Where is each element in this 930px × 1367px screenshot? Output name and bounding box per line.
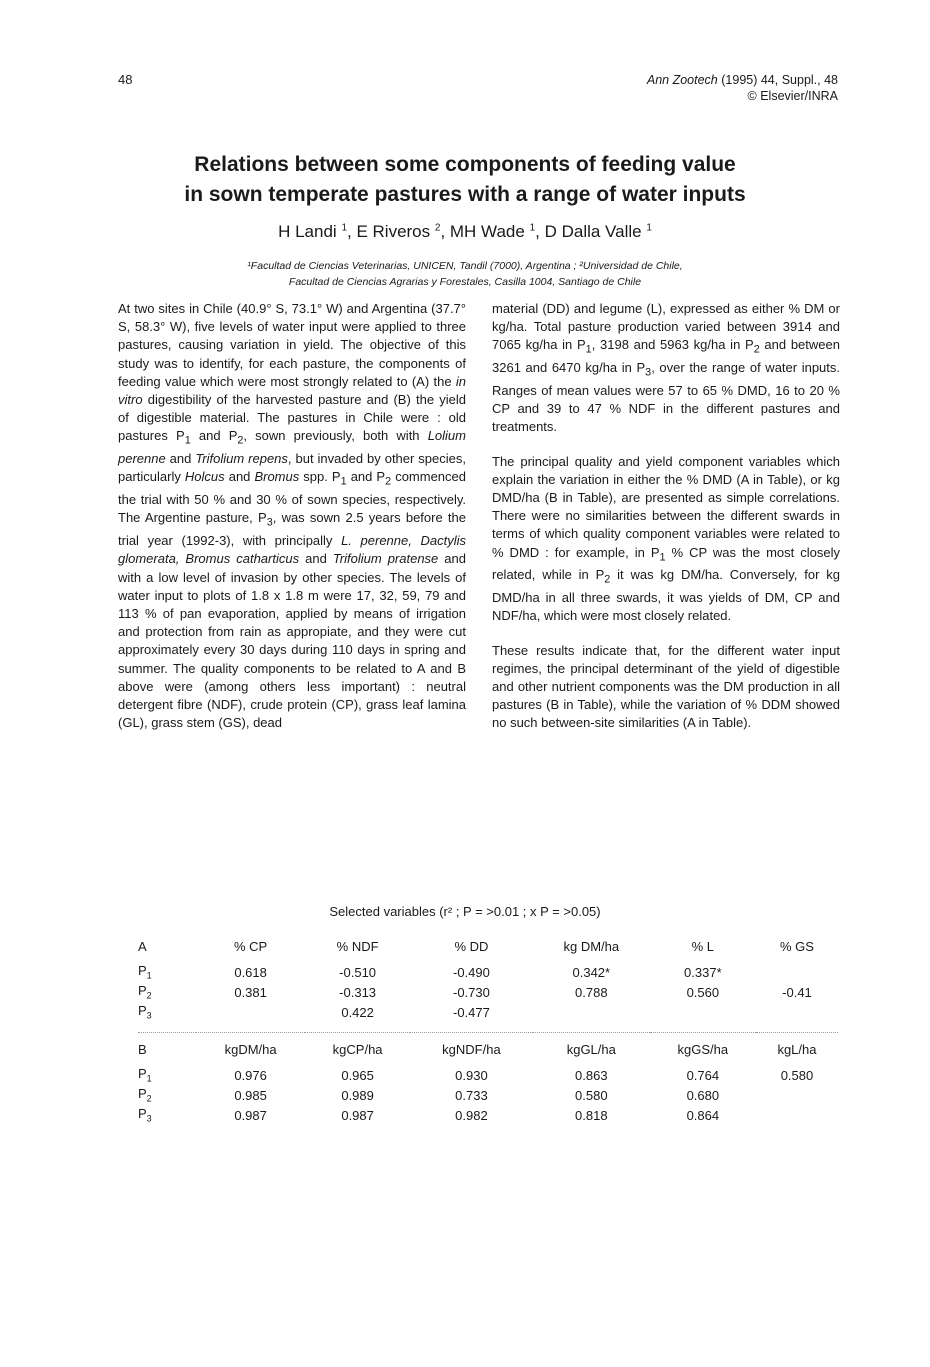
table-cell: -0.730 bbox=[453, 984, 490, 1000]
table-row bbox=[138, 1065, 838, 1085]
table-cell: 0.788 bbox=[575, 984, 608, 1000]
journal-reference bbox=[647, 72, 838, 104]
table-cell: 0.680 bbox=[686, 1087, 720, 1103]
paragraph-4: These results indicate that, for the different water input regimes, the principal determinant of the yield of digestible and other nutrient components was the DM production in all pastures (B in Table), while the variation of % DDM showed no such between-site similarities (A in Table). bbox=[492, 642, 840, 731]
author-affiliation-mark: 1 bbox=[646, 222, 652, 234]
title-line-2: in sown temperate pastures with a range of water inputs bbox=[184, 183, 746, 206]
paragraph-2: material (DD) and legume (L), expressed as either % DM or kg/ha. Total pasture production varied between 3914 and 7065 kg/ha in $P_1$, 3198 and 5963 kg/ha in $P_2$ and between 3261 and 6470 kg/ha in $P_3$, over the range of water inputs. Ranges of mean values were 57 to 65 % DMD, 16 to 20 % CP and 39 to 47 % NDF in the different pastures and treatments. bbox=[492, 301, 841, 435]
table-header-row-a bbox=[138, 930, 838, 962]
table-cell: 0.989 bbox=[341, 1087, 374, 1103]
table-cell: 0.987 bbox=[341, 1107, 374, 1123]
table-cell bbox=[533, 1002, 650, 1022]
affiliations bbox=[100, 258, 830, 290]
column-header: % NDF bbox=[336, 938, 379, 954]
table-cell: -0.477 bbox=[453, 1004, 490, 1020]
paper-title bbox=[100, 150, 830, 210]
results-table bbox=[138, 930, 838, 1125]
table-cell: 0.618 bbox=[234, 964, 267, 980]
table-cell: 0.985 bbox=[234, 1087, 267, 1103]
table-cell: -0.313 bbox=[339, 984, 377, 1000]
paragraph-3: The principal quality and yield component variables which explain the variation in either the % DMD (A in Table), or kg DMD/ha (B in Table), are presented as simple correlations. There were no similarities between the different swards in terms of which quality component variables were related to % DMD : for example, in $P_1$ % CP was the most closely related, while in $P_2$ it was kg DM/ha. Conversely, for kg DMD/ha in all three swards, it was yields of DM, CP and NDF/ha, which were most closely related. bbox=[492, 453, 840, 624]
publisher: © Elsevier/INRA bbox=[747, 89, 838, 103]
author-name: D Dalla Valle bbox=[544, 222, 642, 241]
table-cell bbox=[196, 1002, 305, 1022]
table-cell: 0.733 bbox=[455, 1087, 488, 1103]
table-cell: -0.41 bbox=[782, 984, 812, 1000]
author-name: H Landi bbox=[278, 222, 337, 241]
table-cell: 0.818 bbox=[575, 1107, 608, 1123]
row-label: $P_3$ bbox=[138, 1003, 152, 1021]
row-label: $P_2$ bbox=[138, 983, 152, 1001]
table-cell: 0.560 bbox=[686, 984, 720, 1000]
table-cell bbox=[756, 1105, 838, 1125]
table-cell: 0.381 bbox=[234, 984, 267, 1000]
page-number: 48 bbox=[118, 72, 133, 87]
table-cell bbox=[756, 962, 838, 982]
table-cell: 0.863 bbox=[575, 1067, 608, 1083]
row-label: $P_3$ bbox=[138, 1106, 152, 1124]
table-row bbox=[138, 1085, 838, 1105]
column-header: % GS bbox=[779, 938, 814, 954]
row-label: $P_2$ bbox=[138, 1086, 152, 1104]
column-header: kg DM/ha bbox=[563, 938, 620, 954]
author-affiliation-mark: 1 bbox=[529, 222, 536, 234]
journal-name: Ann Zootech bbox=[646, 73, 718, 87]
table-cell: 0.764 bbox=[686, 1067, 720, 1083]
title-line-1: Relations between some components of feeding value bbox=[194, 153, 736, 176]
table-spacer bbox=[138, 1022, 838, 1033]
column-header: kgGL/ha bbox=[533, 1033, 650, 1066]
table-cell: 0.976 bbox=[234, 1067, 267, 1083]
table-row bbox=[138, 962, 838, 982]
table-cell bbox=[756, 1085, 838, 1105]
author-name: E Riveros bbox=[356, 222, 431, 241]
table-cell bbox=[650, 1002, 756, 1022]
table-header-row-b bbox=[138, 1033, 838, 1066]
column-header: % DD bbox=[454, 938, 489, 954]
column-header: kgL/ha bbox=[756, 1033, 838, 1066]
author-name: MH Wade bbox=[449, 222, 525, 241]
section-label-b: B bbox=[138, 1033, 196, 1066]
right-column bbox=[492, 300, 840, 749]
author-affiliation-mark: 1 bbox=[341, 222, 347, 234]
table-row bbox=[138, 1105, 838, 1125]
table-cell: 0.930 bbox=[455, 1067, 488, 1083]
column-header: kgNDF/ha bbox=[410, 1033, 533, 1066]
row-label: $P_1$ bbox=[138, 1066, 152, 1084]
section-label-a: A bbox=[138, 938, 147, 954]
table-cell: 0.580 bbox=[780, 1067, 814, 1083]
table-cell: -0.510 bbox=[339, 964, 377, 980]
table-cell bbox=[756, 1002, 838, 1022]
paragraph-1: At two sites in Chile (40.9° S, 73.1° W) and Argentina (37.7° S, 58.3° W), five levels of water input were applied to three pastures, causing variation in yield. The objective of this study was to identify, for each pasture, the components of feeding value which were most strongly related to (A) the in vitro digestibility of the harvested pasture and (B) the yield of digestible material. The pastures in Chile were : old pastures $P_1$ and $P_2$, sown previously, both with Lolium perenne and Trifolium repens, but invaded by other species, particularly Holcus and Bromus spp. $P_1$ and $P_2$ commenced the trial with 50 % and 30 % of sown species, respectively. The Argentine pasture, $P_3$, was sown 2.5 years before the trial year (1992-3), with principally L. perenne, Dactylis glomerata, Bromus catharticus and Trifolium pratense and with a low level of invasion by other species. The levels of water input to plots of 1.8 x 1.8 m were 17, 32, 59, 79 and 113 % of pan evaporation, applied by means of irrigation and protection from rain as appropiate, and they were cut approximately every 30 days during 110 days in spring and summer. The quality components to be related to A and B above were (among others less important) : neutral detergent fibre (NDF), crude protein (CP), grass leaf lamina (GL), grass stem (GS), dead bbox=[118, 301, 467, 731]
affiliation-line-2: Facultad de Ciencias Agrarias y Forestales, Casilla 1004, Santiago de Chile bbox=[288, 276, 642, 288]
column-header: % L bbox=[691, 938, 715, 954]
row-label: $P_1$ bbox=[138, 963, 152, 981]
journal-volume: (1995) 44, Suppl., 48 bbox=[721, 73, 838, 87]
column-header: kgCP/ha bbox=[305, 1033, 410, 1066]
table-cell: 0.580 bbox=[575, 1087, 608, 1103]
table-row bbox=[138, 982, 838, 1002]
table-caption: Selected variables (r² ; P = >0.01 ; x P = >0.05) bbox=[329, 904, 601, 919]
author-list: H Landi $^1$, E Riveros $^2$, MH Wade $^1$, D Dalla Valle $^1$ bbox=[278, 222, 652, 241]
author-affiliation-mark: 2 bbox=[434, 222, 441, 234]
table-row bbox=[138, 1002, 838, 1022]
affiliation-line-1: ¹Facultad de Ciencias Veterinarias, UNICEN, Tandil (7000), Argentina ; ²Universidad de Chile, bbox=[247, 260, 683, 272]
column-header: kgGS/ha bbox=[650, 1033, 756, 1066]
column-header: % CP bbox=[234, 938, 268, 954]
table-cell: 0.342* bbox=[572, 964, 611, 980]
table-cell: 0.864 bbox=[686, 1107, 720, 1123]
table-cell: -0.490 bbox=[453, 964, 490, 980]
table-cell: 0.337* bbox=[684, 964, 722, 980]
column-header: kgDM/ha bbox=[196, 1033, 305, 1066]
table-cell: 0.987 bbox=[234, 1107, 267, 1123]
table-cell: 0.982 bbox=[455, 1107, 488, 1123]
table-cell: 0.965 bbox=[341, 1067, 374, 1083]
left-column bbox=[118, 300, 466, 748]
table-cell: 0.422 bbox=[341, 1004, 374, 1020]
